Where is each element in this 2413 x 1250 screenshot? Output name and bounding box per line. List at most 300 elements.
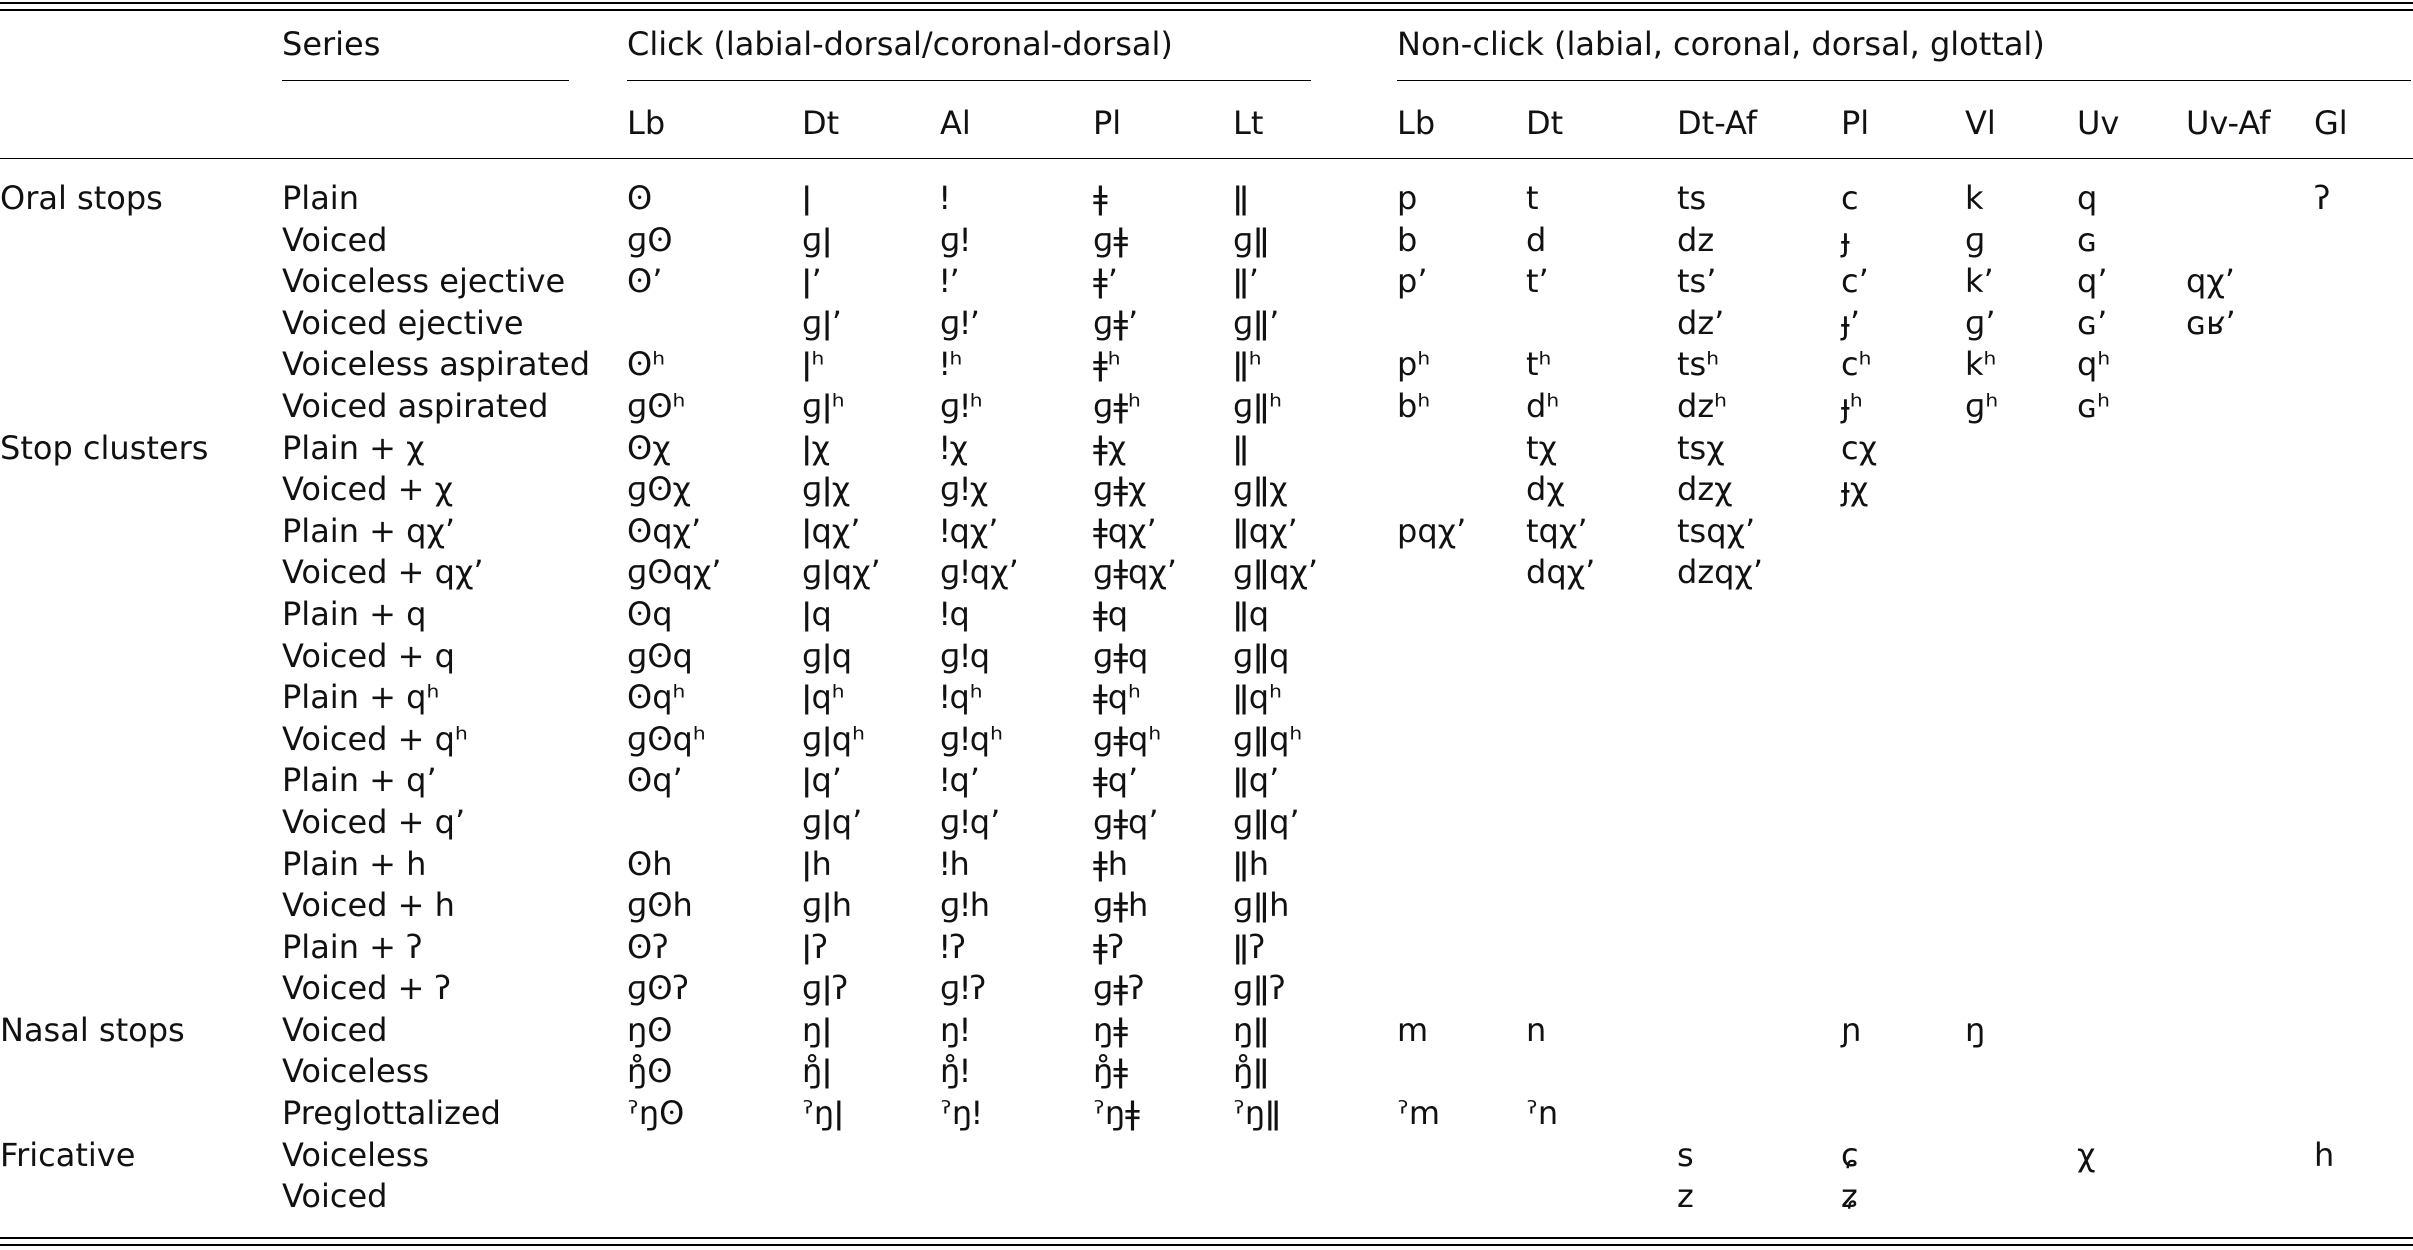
segment-cell: pqχʼ (1397, 511, 1467, 550)
segment-cell: dzqχʼ (1677, 553, 1764, 592)
segment-cell (2314, 220, 2413, 262)
row-group-label (0, 802, 282, 844)
top-rule (0, 2, 2413, 4)
segment-cell: ɕ (1841, 1135, 1859, 1174)
segment-cell (1397, 844, 1526, 886)
segment-cell: dz (1677, 220, 1715, 259)
segment-cell (1965, 677, 2077, 719)
segment-cell: ɡʘʰ (627, 386, 686, 425)
row-group-label (0, 511, 282, 553)
segment-cell: dzʼ (1677, 303, 1725, 342)
segment-cell (1965, 428, 2077, 470)
segment-cell (1965, 1051, 2077, 1093)
segment-cell: s (1677, 1135, 1694, 1174)
row-series-label: Plain + qʰ (282, 678, 440, 717)
segment-cell: ǃqχʼ (940, 511, 999, 550)
segment-cell (2186, 386, 2314, 428)
segment-cell: kʼ (1965, 262, 1994, 301)
table-row (0, 220, 2413, 262)
segment-cell (1526, 1135, 1677, 1177)
segment-cell (2077, 885, 2186, 927)
segment-cell: ǂχ (1093, 428, 1127, 467)
segment-cell (627, 802, 802, 844)
table-row (0, 511, 2413, 553)
segment-cell: ɡǂqʰ (1093, 719, 1162, 758)
segment-cell: ɡǂʰ (1093, 386, 1141, 425)
segment-cell: ǃqʼ (940, 761, 980, 800)
segment-cell: ǀ (802, 179, 812, 217)
row-group-label (0, 303, 282, 345)
segment-cell (2186, 469, 2314, 511)
segment-cell (2186, 885, 2314, 927)
table-row (0, 760, 2413, 802)
segment-cell (1397, 719, 1526, 761)
segment-cell (2186, 760, 2314, 802)
segment-cell: ǀq (802, 594, 832, 633)
segment-cell (2186, 677, 2314, 719)
segment-cell (1965, 760, 2077, 802)
segment-cell: ŋ̊ǂ (1093, 1052, 1128, 1091)
row-group-label (0, 469, 282, 511)
segment-cell: ɡǀ (802, 220, 832, 259)
segment-cell (2314, 719, 2413, 761)
segment-cell: ɡǂqχʼ (1093, 553, 1177, 592)
segment-cell: ǃh (940, 844, 970, 883)
row-series-label: Voiced aspirated (282, 386, 549, 425)
series-header-rule (282, 80, 569, 81)
segment-cell (2314, 469, 2413, 511)
segment-cell (1677, 844, 1841, 886)
segment-cell (627, 303, 802, 345)
segment-cell (2186, 1051, 2314, 1093)
segment-cell: ǃʔ (940, 927, 966, 966)
segment-cell: ǁqʼ (1233, 761, 1280, 800)
segment-cell (1397, 1135, 1526, 1177)
bottom-rule-inner (0, 1237, 2413, 1239)
segment-cell (1397, 802, 1526, 844)
segment-cell: dqχʼ (1526, 553, 1596, 592)
segment-cell: ɡǀqʰ (802, 719, 865, 758)
segment-cell: ɡǀh (802, 886, 853, 925)
row-series-label: Voiced + q (282, 636, 455, 675)
segment-cell (1526, 303, 1677, 345)
segment-cell: ʘqʼ (627, 761, 683, 800)
row-series-label: Plain + h (282, 844, 427, 883)
segment-cell: ŋǁ (1233, 1010, 1270, 1049)
row-series-label: Voiced (282, 220, 388, 259)
segment-cell (1397, 1176, 1526, 1218)
segment-cell (1526, 968, 1677, 1010)
table-row (0, 844, 2413, 886)
segment-cell: z (1677, 1177, 1694, 1216)
segment-cell: ɡǁʰ (1233, 386, 1282, 425)
segment-cell (1526, 636, 1677, 678)
segment-cell: ɡǀʼ (802, 303, 842, 342)
segment-cell (940, 1176, 1093, 1218)
segment-cell (1841, 802, 1965, 844)
segment-cell: ɡʰ (1965, 386, 1999, 425)
segment-cell (1965, 469, 2077, 511)
segment-cell (2186, 844, 2314, 886)
segment-cell: c (1841, 179, 1859, 217)
segment-cell: ɡǀq (802, 636, 853, 675)
segment-cell: ɡǀχ (802, 470, 851, 509)
segment-cell: tʼ (1526, 262, 1549, 301)
table-row (0, 1010, 2413, 1052)
segment-cell (1093, 1135, 1233, 1177)
segment-cell: ˀŋǁ (1233, 1094, 1281, 1133)
table-row (0, 927, 2413, 969)
segment-cell: ǁqχʼ (1233, 511, 1298, 550)
segment-cell: ɟʰ (1841, 386, 1863, 425)
segment-cell (2314, 885, 2413, 927)
segment-cell (1965, 844, 2077, 886)
segment-cell (1397, 469, 1526, 511)
segment-cell: ǂʰ (1093, 345, 1121, 384)
segment-cell: ɡǃqʼ (940, 802, 1001, 841)
row-group-label (0, 344, 282, 386)
segment-cell (1965, 594, 2077, 636)
table-row (0, 303, 2413, 345)
segment-cell: qʼ (2077, 262, 2108, 301)
col-nonclick-pl: Pl (1841, 104, 1870, 142)
segment-cell (1397, 885, 1526, 927)
segment-cell: ǂh (1093, 844, 1128, 883)
segment-cell: ʑ (1841, 1177, 1858, 1216)
col-click-dt: Dt (802, 104, 840, 142)
segment-cell (2186, 1010, 2314, 1052)
segment-cell: ɲ (1841, 1010, 1862, 1049)
row-series-label: Voiced + χ (282, 470, 454, 509)
segment-cell: ǁʔ (1233, 927, 1266, 966)
segment-cell: ɡʘqχʼ (627, 553, 722, 592)
segment-cell (1397, 677, 1526, 719)
row-series-label: Voiced + qχʼ (282, 553, 484, 592)
segment-cell: ǁ (1233, 428, 1249, 467)
segment-cell (1965, 636, 2077, 678)
segment-cell: cʼ (1841, 262, 1869, 301)
segment-cell: ǂʼ (1093, 262, 1118, 301)
segment-cell (2186, 511, 2314, 553)
segment-cell: ˀŋǃ (940, 1094, 982, 1133)
segment-cell: qʰ (2077, 345, 2111, 384)
segment-cell (1677, 719, 1841, 761)
segment-cell: ǃ (940, 179, 950, 217)
segment-cell: ǀqχʼ (802, 511, 861, 550)
segment-cell: ɡʘχ (627, 470, 691, 509)
series-header: Series (282, 25, 381, 63)
segment-cell: ɡǀʔ (802, 969, 849, 1008)
segment-cell (2077, 1010, 2186, 1052)
segment-cell: ɡǃʔ (940, 969, 987, 1008)
segment-cell: ˀn (1526, 1094, 1559, 1133)
inventory-rows (0, 178, 2413, 1218)
segment-cell: ǁqʰ (1233, 678, 1282, 717)
segment-cell (2077, 511, 2186, 553)
segment-cell (2186, 636, 2314, 678)
segment-cell (2186, 1093, 2314, 1135)
segment-cell (2314, 636, 2413, 678)
segment-cell (1526, 927, 1677, 969)
segment-cell (2186, 927, 2314, 969)
segment-cell: ǂqχʼ (1093, 511, 1157, 550)
segment-cell (1677, 1010, 1841, 1052)
segment-cell: ŋ̊ǁ (1233, 1052, 1270, 1091)
segment-cell: ɡǂq (1093, 636, 1149, 675)
segment-cell (2077, 469, 2186, 511)
segment-cell: ǀʔ (802, 927, 828, 966)
segment-cell (1526, 719, 1677, 761)
segment-cell (2314, 428, 2413, 470)
segment-cell (2314, 594, 2413, 636)
segment-cell: p (1397, 179, 1418, 217)
segment-cell: dzχ (1677, 470, 1733, 509)
segment-cell (1841, 927, 1965, 969)
segment-cell: ɡǀqʼ (802, 802, 863, 841)
table-row (0, 1135, 2413, 1177)
segment-cell (1526, 885, 1677, 927)
row-series-label: Voiceless (282, 1135, 430, 1174)
row-series-label: Plain + ʔ (282, 927, 423, 966)
segment-cell: ɡǁh (1233, 886, 1290, 925)
segment-cell (1841, 968, 1965, 1010)
segment-cell: ɡǃq (940, 636, 991, 675)
segment-cell: ɡʘ (627, 220, 673, 259)
segment-cell: ŋǂ (1093, 1010, 1128, 1049)
segment-cell: ʔ (2314, 179, 2331, 217)
segment-cell: b (1397, 220, 1418, 259)
segment-cell (1526, 677, 1677, 719)
row-series-label: Plain (282, 179, 359, 217)
segment-cell: ǀʼ (802, 262, 822, 301)
segment-cell: ɡǂʔ (1093, 969, 1145, 1008)
segment-cell (1677, 636, 1841, 678)
row-group-label (0, 760, 282, 802)
segment-cell (2186, 968, 2314, 1010)
row-group-label (0, 1093, 282, 1135)
segment-cell: ɡǁʔ (1233, 969, 1286, 1008)
row-series-label: Voiced + ʔ (282, 969, 451, 1008)
segment-cell (2314, 968, 2413, 1010)
col-nonclick-dt: Dt (1526, 104, 1564, 142)
segment-cell: ɟχ (1841, 470, 1869, 509)
table-row (0, 636, 2413, 678)
segment-cell: ɡǂqʼ (1093, 802, 1159, 841)
row-series-label: Voiced + qʰ (282, 719, 468, 758)
segment-cell: pʰ (1397, 345, 1431, 384)
table-row (0, 261, 2413, 303)
segment-cell: dχ (1526, 470, 1565, 509)
segment-cell: h (2314, 1135, 2335, 1174)
segment-cell (2077, 594, 2186, 636)
top-rule-inner (0, 9, 2413, 11)
segment-cell (1677, 1051, 1841, 1093)
inventory-body (0, 178, 2413, 1218)
segment-cell (2314, 927, 2413, 969)
segment-cell: ǂqʰ (1093, 678, 1141, 717)
segment-cell (1965, 802, 2077, 844)
segment-cell: pʼ (1397, 262, 1428, 301)
segment-cell: ǀʰ (802, 345, 825, 384)
segment-cell: q (2077, 179, 2098, 217)
segment-cell: ɡǃ (940, 220, 970, 259)
segment-cell: ɡǁq (1233, 636, 1290, 675)
segment-cell: ŋ (1965, 1010, 1986, 1049)
segment-cell: ʘ (627, 179, 653, 217)
segment-cell (2186, 344, 2314, 386)
segment-cell (1397, 968, 1526, 1010)
segment-cell: ǃʼ (940, 262, 960, 301)
row-group-label (0, 927, 282, 969)
segment-cell: ʘʰ (627, 345, 666, 384)
col-nonclick-lb: Lb (1397, 104, 1436, 142)
col-nonclick-vl: Vl (1965, 104, 1996, 142)
segment-cell (2077, 927, 2186, 969)
segment-cell (1965, 1176, 2077, 1218)
segment-cell (2314, 261, 2413, 303)
row-group-label (0, 636, 282, 678)
segment-cell (2314, 1051, 2413, 1093)
segment-cell (2077, 1051, 2186, 1093)
table-row (0, 344, 2413, 386)
segment-cell: ŋ̊ʘ (627, 1052, 673, 1091)
segment-cell (1841, 594, 1965, 636)
segment-cell (1965, 1093, 2077, 1135)
segment-cell: ɟʼ (1841, 303, 1861, 342)
row-group-label: Fricative (0, 1135, 136, 1174)
segment-cell (1677, 760, 1841, 802)
click-header-rule (627, 80, 1311, 81)
segment-cell (2186, 719, 2314, 761)
row-group-label: Stop clusters (0, 428, 209, 467)
table-row (0, 552, 2413, 594)
segment-cell: ǀχ (802, 428, 830, 467)
segment-cell (2314, 1010, 2413, 1052)
segment-cell: m (1397, 1010, 1429, 1049)
col-nonclick-uv: Uv (2077, 104, 2120, 142)
nonclick-group-header: Non-click (labial, coronal, dorsal, glottal) (1397, 25, 2045, 63)
segment-cell: ɡǃʰ (940, 386, 983, 425)
segment-cell: cχ (1841, 428, 1878, 467)
segment-cell (2314, 552, 2413, 594)
segment-cell: ʘʼ (627, 262, 663, 301)
click-group-header: Click (labial-dorsal/coronal-dorsal) (627, 25, 1173, 63)
row-series-label: Voiced ejective (282, 303, 524, 342)
segment-cell: ɡǁ (1233, 220, 1270, 259)
col-click-lt: Lt (1233, 104, 1264, 142)
table-row (0, 594, 2413, 636)
segment-cell (1526, 1051, 1677, 1093)
segment-cell (2314, 1176, 2413, 1218)
segment-cell (2314, 760, 2413, 802)
segment-cell: ǀqʼ (802, 761, 842, 800)
segment-cell (1526, 760, 1677, 802)
row-group-label (0, 968, 282, 1010)
segment-cell (1397, 927, 1526, 969)
header-bottom-rule (0, 158, 2413, 159)
row-group-label: Oral stops (0, 179, 163, 217)
segment-cell (2314, 802, 2413, 844)
segment-cell (1677, 1093, 1841, 1135)
segment-cell: ɡǃqχʼ (940, 553, 1019, 592)
segment-cell (2077, 1093, 2186, 1135)
segment-cell (1397, 552, 1526, 594)
segment-cell (1397, 594, 1526, 636)
row-group-label (0, 885, 282, 927)
segment-cell: ǂq (1093, 594, 1128, 633)
table-row (0, 719, 2413, 761)
segment-cell: ɡʼ (1965, 303, 1996, 342)
segment-cell (1965, 1135, 2077, 1177)
segment-cell (2186, 552, 2314, 594)
segment-cell: ŋǀ (802, 1010, 832, 1049)
col-nonclick-dt-af: Dt-Af (1677, 104, 1758, 142)
segment-cell (1841, 677, 1965, 719)
segment-cell: cʰ (1841, 345, 1872, 384)
segment-cell: ɡǁqʼ (1233, 802, 1300, 841)
row-series-label: Voiceless (282, 1052, 430, 1091)
segment-cell (1397, 760, 1526, 802)
segment-cell (940, 1135, 1093, 1177)
segment-cell: t (1526, 179, 1539, 217)
segment-cell (2314, 303, 2413, 345)
segment-cell: ɡǂh (1093, 886, 1149, 925)
segment-cell: ŋ̊ǃ (940, 1052, 970, 1091)
segment-cell (1526, 844, 1677, 886)
segment-cell: ǁʼ (1233, 262, 1259, 301)
segment-cell: ɡǃh (940, 886, 991, 925)
segment-cell: ɡǃχ (940, 470, 989, 509)
segment-cell: ɢʼ (2077, 303, 2108, 342)
segment-cell: ǀqʰ (802, 678, 845, 717)
segment-cell (2314, 677, 2413, 719)
segment-cell (1965, 511, 2077, 553)
segment-cell (1526, 1176, 1677, 1218)
segment-cell: ɡʘqʰ (627, 719, 706, 758)
row-series-label: Voiced (282, 1177, 388, 1216)
segment-cell: tqχʼ (1526, 511, 1588, 550)
segment-cell (2077, 802, 2186, 844)
segment-cell: χ (2077, 1135, 2096, 1174)
row-series-label: Plain + q (282, 594, 427, 633)
segment-cell (1397, 1051, 1526, 1093)
row-series-label: Preglottalized (282, 1094, 501, 1133)
col-click-pl: Pl (1093, 104, 1122, 142)
segment-cell (2077, 677, 2186, 719)
col-nonclick-uv-af: Uv-Af (2186, 104, 2271, 142)
segment-cell (2186, 220, 2314, 262)
segment-cell: ɡǀʰ (802, 386, 845, 425)
segment-cell: ǃχ (940, 428, 968, 467)
segment-cell: ɡǁqχʼ (1233, 553, 1319, 592)
segment-cell: ˀŋǂ (1093, 1094, 1140, 1133)
segment-cell (2314, 511, 2413, 553)
segment-cell: tχ (1526, 428, 1558, 467)
segment-cell: ɟ (1841, 220, 1850, 259)
segment-cell: kʰ (1965, 345, 1997, 384)
segment-cell: tsʰ (1677, 345, 1720, 384)
segment-cell (1526, 802, 1677, 844)
row-series-label: Plain + qχʼ (282, 511, 456, 550)
segment-cell (627, 1176, 802, 1218)
segment-cell (1841, 552, 1965, 594)
row-group-label: Nasal stops (0, 1010, 185, 1049)
segment-cell: qχʼ (2186, 262, 2235, 301)
segment-cell (2314, 844, 2413, 886)
table-row (0, 428, 2413, 470)
table-row (0, 178, 2413, 220)
nonclick-header-rule (1397, 80, 2411, 81)
